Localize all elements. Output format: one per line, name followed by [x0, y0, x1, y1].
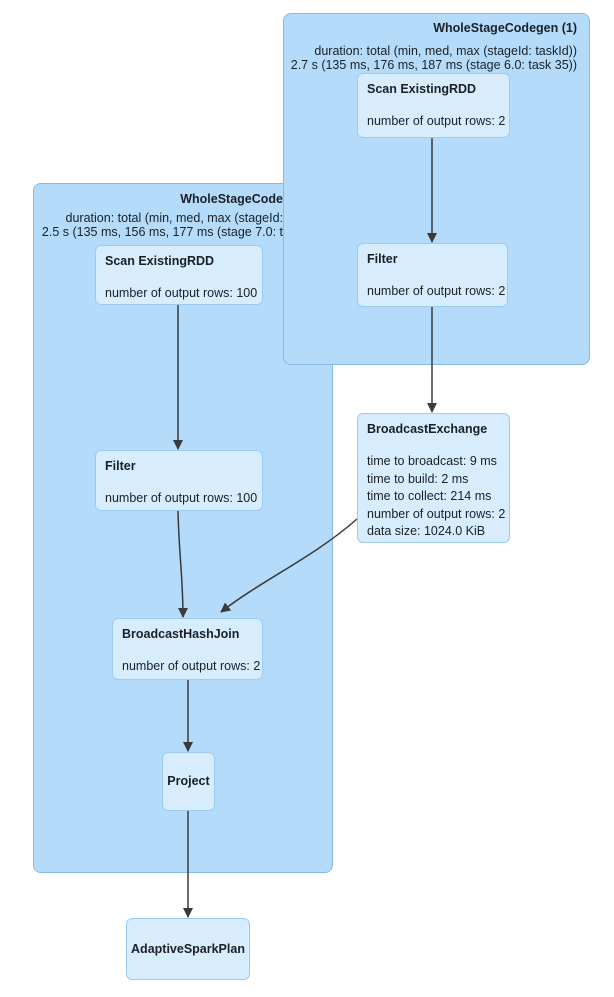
node-metric: time to collect: 214 ms: [367, 489, 492, 503]
node-title: Project: [167, 774, 210, 788]
plan-node-project[interactable]: [162, 752, 215, 811]
node-metric: data size: 1024.0 KiB: [367, 524, 486, 538]
plan-node-broadcasthashjoin[interactable]: [112, 618, 263, 680]
cluster-right-duration-value: 2.7 s (135 ms, 176 ms, 187 ms (stage 6.0: task 35)): [290, 58, 577, 72]
plan-node-adaptivesparkplan[interactable]: [126, 918, 250, 980]
node-title: BroadcastExchange: [367, 422, 488, 436]
plan-node-broadcastexchange[interactable]: [357, 413, 510, 543]
cluster-left-header: [33, 183, 283, 239]
node-metric: number of output rows: 2: [367, 114, 506, 128]
node-title: BroadcastHashJoin: [122, 627, 240, 641]
cluster-right-title: WholeStageCodegen (1): [433, 21, 577, 35]
node-title: Scan ExistingRDD: [367, 82, 477, 96]
cluster-left-duration-value: 2.5 s (135 ms, 156 ms, 177 ms (stage 7.0: t: [41, 225, 283, 239]
cluster-right-header: [283, 13, 577, 72]
node-title: Scan ExistingRDD: [105, 254, 215, 268]
node-metric: time to build: 2 ms: [367, 471, 469, 486]
node-title: Filter: [367, 252, 398, 266]
cluster-left-title: WholeStageCode: [180, 192, 283, 206]
plan-node-scan-existingrdd-2[interactable]: [95, 245, 263, 305]
node-metric: time to broadcast: 9 ms: [367, 454, 497, 468]
node-title: AdaptiveSparkPlan: [131, 941, 245, 956]
plan-node-filter-2[interactable]: [95, 450, 263, 511]
plan-node-filter-1[interactable]: [357, 243, 508, 307]
cluster-right-duration-label: duration: total (min, med, max (stageId: taskId)): [314, 44, 577, 58]
node-metric: number of output rows: 100: [105, 491, 258, 505]
cluster-left-duration-label: duration: total (min, med, max (stageId:: [65, 211, 283, 225]
node-metric: number of output rows: 2: [367, 506, 506, 521]
plan-node-scan-existingrdd-1[interactable]: [357, 73, 510, 138]
node-metric: number of output rows: 2: [367, 284, 506, 298]
node-metric: number of output rows: 2: [122, 659, 261, 673]
node-title: Filter: [105, 459, 136, 473]
node-metric: number of output rows: 100: [105, 286, 258, 300]
